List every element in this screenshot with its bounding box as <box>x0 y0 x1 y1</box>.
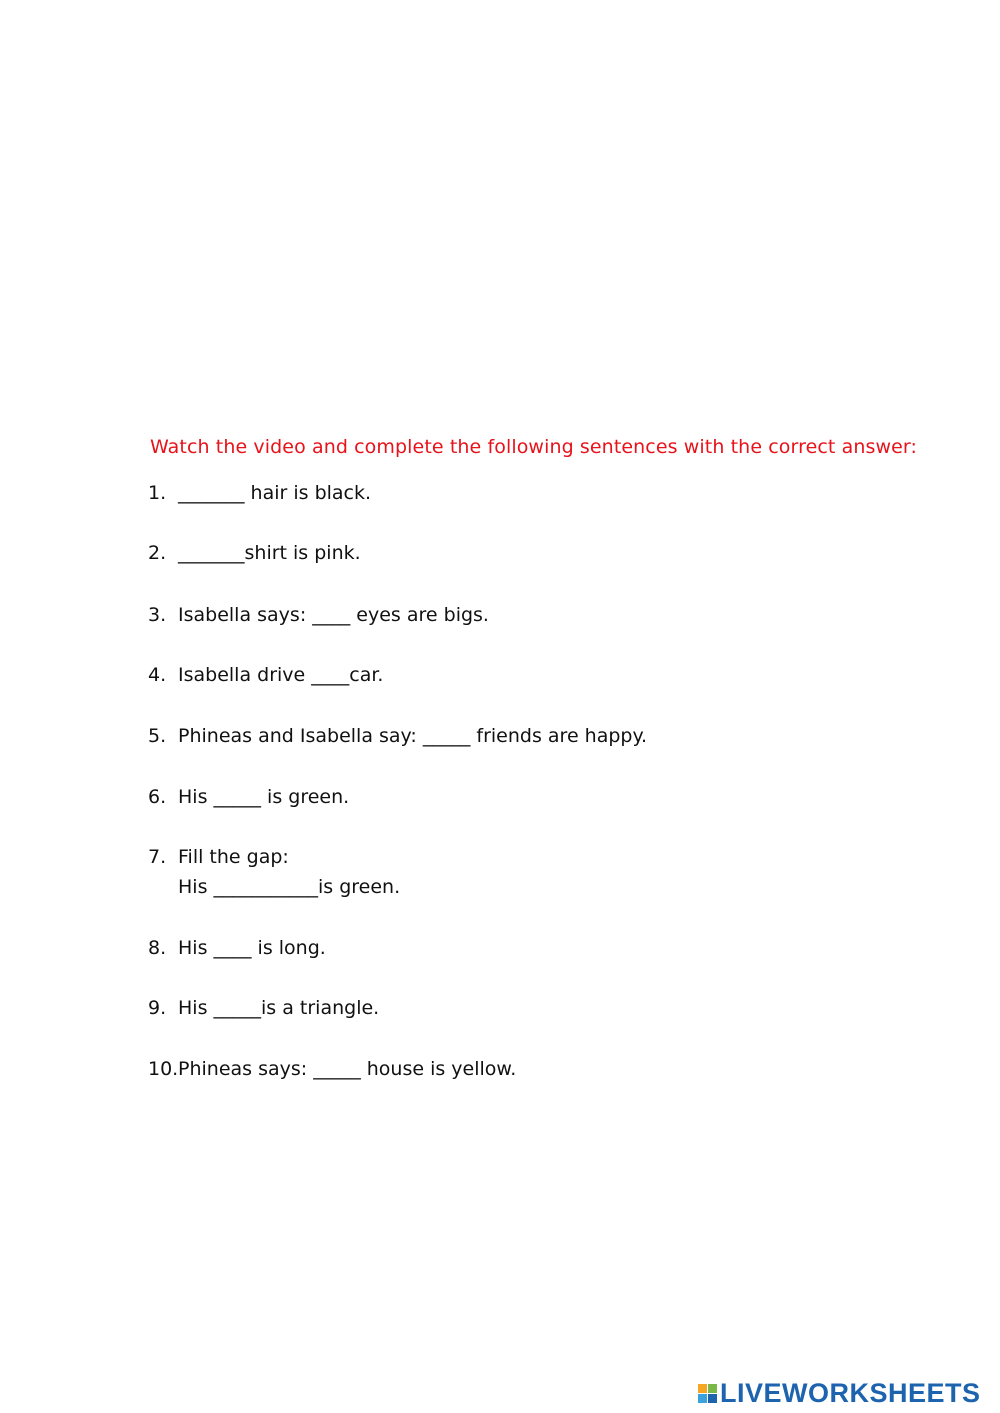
logo-text: LIVEWORKSHEETS <box>720 1377 981 1408</box>
question-number: 4. <box>148 664 167 686</box>
question-number: 7. <box>148 846 167 868</box>
question-number: 2. <box>148 542 167 564</box>
question-number: 8. <box>148 937 167 959</box>
question-text: Phineas and Isabella say: _____ friends are happy. <box>178 725 648 747</box>
instruction-text: Watch the video and complete the following sentences with the correct answer: <box>150 436 918 458</box>
question-item <box>148 600 489 630</box>
question-text: His _____ is green. <box>178 786 350 808</box>
logo-square-green <box>708 1384 717 1393</box>
question-number: 10. <box>148 1058 179 1080</box>
question-item <box>148 660 383 690</box>
question-item <box>148 782 349 812</box>
logo-square-orange <box>698 1384 707 1393</box>
logo-square-blue <box>708 1394 717 1403</box>
question-text: Isabella drive ____car. <box>178 664 384 686</box>
question-number: 6. <box>148 786 167 808</box>
question-text: Fill the gap: <box>178 846 289 868</box>
question-item <box>148 993 379 1023</box>
logo-square-lightblue <box>698 1394 707 1403</box>
question-number: 9. <box>148 997 167 1019</box>
question-text: Isabella says: ____ eyes are bigs. <box>178 604 489 626</box>
logo-mark-icon <box>698 1384 717 1403</box>
liveworksheets-logo <box>698 1378 981 1408</box>
question-text: His _____is a triangle. <box>178 997 380 1019</box>
question-text: _______ hair is black. <box>178 482 372 504</box>
question-text: Phineas says: _____ house is yellow. <box>178 1058 517 1080</box>
question-number: 3. <box>148 604 167 626</box>
question-item <box>148 538 361 568</box>
question-item <box>148 933 326 963</box>
question-number: 1. <box>148 482 167 504</box>
question-item <box>148 721 647 751</box>
question-text: His ____ is long. <box>178 937 326 959</box>
question-item <box>148 1054 516 1084</box>
question-item <box>148 478 371 508</box>
question-item <box>148 842 400 902</box>
question-text-line-2: His ___________is green. <box>178 876 401 898</box>
question-text: _______shirt is pink. <box>178 542 361 564</box>
question-number: 5. <box>148 725 167 747</box>
